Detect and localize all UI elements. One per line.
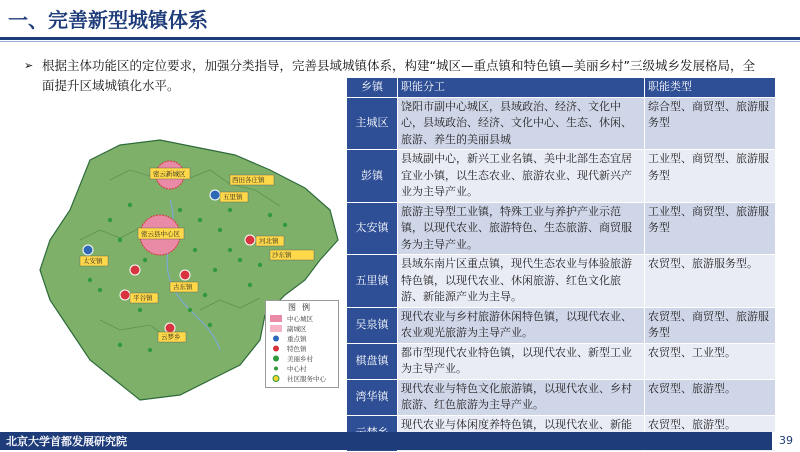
village-dot [268,213,272,217]
table-header-row [347,78,776,98]
cell-town: 吴泉镇 [347,307,398,343]
table-row [347,202,776,255]
map-label-ys: 云梦乡 [161,333,181,341]
village-dot [198,218,202,222]
legend-title: 图例 [288,303,316,312]
village-dot [118,238,122,242]
village-dot [148,348,152,352]
cell-type: 农贸型、旅游型。 [645,379,776,415]
bullet-arrow-icon: ➢ [24,59,34,72]
map-label-hsz: 西田各庄镇 [232,176,265,184]
village-dot [178,208,182,212]
map-label-wuli: 五里镇 [223,193,243,201]
legend-swatch-center [270,315,282,322]
feature-town-marker-4 [165,323,175,333]
bullet-text: 根据主体功能区的定位要求，加强分类指导，完善县域城镇体系，构建“城区—重点镇和特色镇—美丽乡村”三级城乡发展格局，全面提升区域城镇化水平。 [42,58,755,93]
header-type: 职能类型 [645,78,776,98]
table-row [347,150,776,203]
key-town-marker-wuli [210,190,220,200]
table-row [347,97,776,150]
cell-function: 现代农业与乡村旅游休闲特色镇，以现代农业、农业观光旅游为主导产业。 [398,307,645,343]
legend-swatch-village [270,355,282,362]
village-dot [283,223,287,227]
footer-org: 北京大学首都发展研究院 [6,435,127,448]
legend-row-key: 重点镇 [266,333,338,343]
town-function-table [346,77,776,452]
village-dot [228,208,232,212]
cell-type: 农贸型、工业型。 [645,343,776,379]
village-dot [228,248,232,252]
village-dot [218,228,222,232]
legend-swatch-feature [270,345,282,352]
village-dot [188,308,192,312]
cell-function: 都市型现代农业特色镇，以现代农业、新型工业为主导产业。 [398,343,645,379]
village-dot [108,218,112,222]
village-dot [258,263,262,267]
village-dot [98,288,102,292]
legend-row-center: 中心城区 [266,313,338,323]
cell-town: 彭镇 [347,150,398,203]
cell-function: 县域副中心，新兴工业名镇、美中北部生态宜居宜业小镇，以生态农业、旅游农业、现代新兴产业为主导产业。 [398,150,645,203]
header-town: 乡镇 [347,78,398,98]
cell-function: 现代农业与体闲度养特色镇，以现代农业、新能 [398,415,645,451]
map-label-hebei: 河北镇 [259,237,279,245]
cell-type: 农贸型、旅游服务型。 [645,255,776,308]
cell-type: 农贸型、商贸型、旅游服务型 [645,307,776,343]
village-dot [203,293,207,297]
village-dot [248,283,252,287]
cell-town: 棋盘镇 [347,343,398,379]
cell-function: 旅游主导型工业镇，特殊工业与养护产业示范镇，以现代农业、旅游特色、生态旅游、商贸服务为主导产业。 [398,202,645,255]
map-label-taian: 太安镇 [83,257,103,265]
village-dot [143,258,147,262]
table-row [347,255,776,308]
cell-town: 五里镇 [347,255,398,308]
village-dot [208,323,212,327]
cell-town: 太安镇 [347,202,398,255]
village-dot [128,203,132,207]
cell-type: 农贸型、旅游型。 [645,415,776,451]
legend-swatch-service [270,375,282,382]
footer-bar [0,432,800,450]
cell-function: 县域东南片区重点镇，现代生态农业与体验旅游特色镇，以现代农业、休闲旅游、红色文化旅游、新能源产业为主导。 [398,255,645,308]
legend-swatch-cv [270,365,282,372]
cell-type: 综合型、商贸型、旅游服务型 [645,97,776,150]
feature-town-marker-1 [180,270,190,280]
map-label-xilan: 密云新城区 [153,170,186,178]
table-row [347,307,776,343]
cell-type: 工业型、商贸型、旅游服务型 [645,150,776,203]
table-row [347,379,776,415]
map-label-ping: 平谷镇 [133,294,153,302]
legend-swatch-sub [270,325,282,332]
map-legend [265,300,339,388]
legend-row-feature: 特色镇 [266,343,338,353]
feature-town-marker-3 [120,290,130,300]
slide-title: 一、完善新型城镇体系 [8,8,208,32]
village-dot [238,258,242,262]
cell-function: 现代农业与特色文化旅游镇，以现代农业、乡村旅游、红色旅游为主导产业。 [398,379,645,415]
table-row [347,343,776,379]
legend-row-village: 美丽乡村 [266,353,338,363]
village-dot [213,268,217,272]
legend-row-cv: 中心村 [266,363,338,373]
key-town-marker-taian [83,245,93,255]
map-label-shanquan: 沙东镇 [272,251,292,259]
legend-swatch-key [270,335,282,342]
legend-row-sub: 副城区 [266,323,338,333]
title-divider-thin [0,41,800,42]
map-label-gudong: 古东镇 [173,283,193,291]
village-dot [88,278,92,282]
cell-town: 主城区 [347,97,398,150]
cell-type: 工业型、商贸型、旅游服务型 [645,202,776,255]
header-func: 职能分工 [398,78,645,98]
map-label-main: 密云县中心区 [141,230,180,238]
village-dot [118,343,122,347]
cell-town: 湾华镇 [347,379,398,415]
cell-function: 饶阳市副中心城区，县域政治、经济、文化中心，县域政治、经济、文化中心、生态、休闲、旅游、养生的美丽县城 [398,97,645,150]
village-dot [193,248,197,252]
feature-town-marker-2 [130,265,140,275]
legend-row-service: 社区服务中心 [266,373,338,383]
feature-town-marker-5 [245,235,255,245]
village-dot [138,308,142,312]
title-divider [0,37,800,40]
page-number: 39 [772,432,800,450]
